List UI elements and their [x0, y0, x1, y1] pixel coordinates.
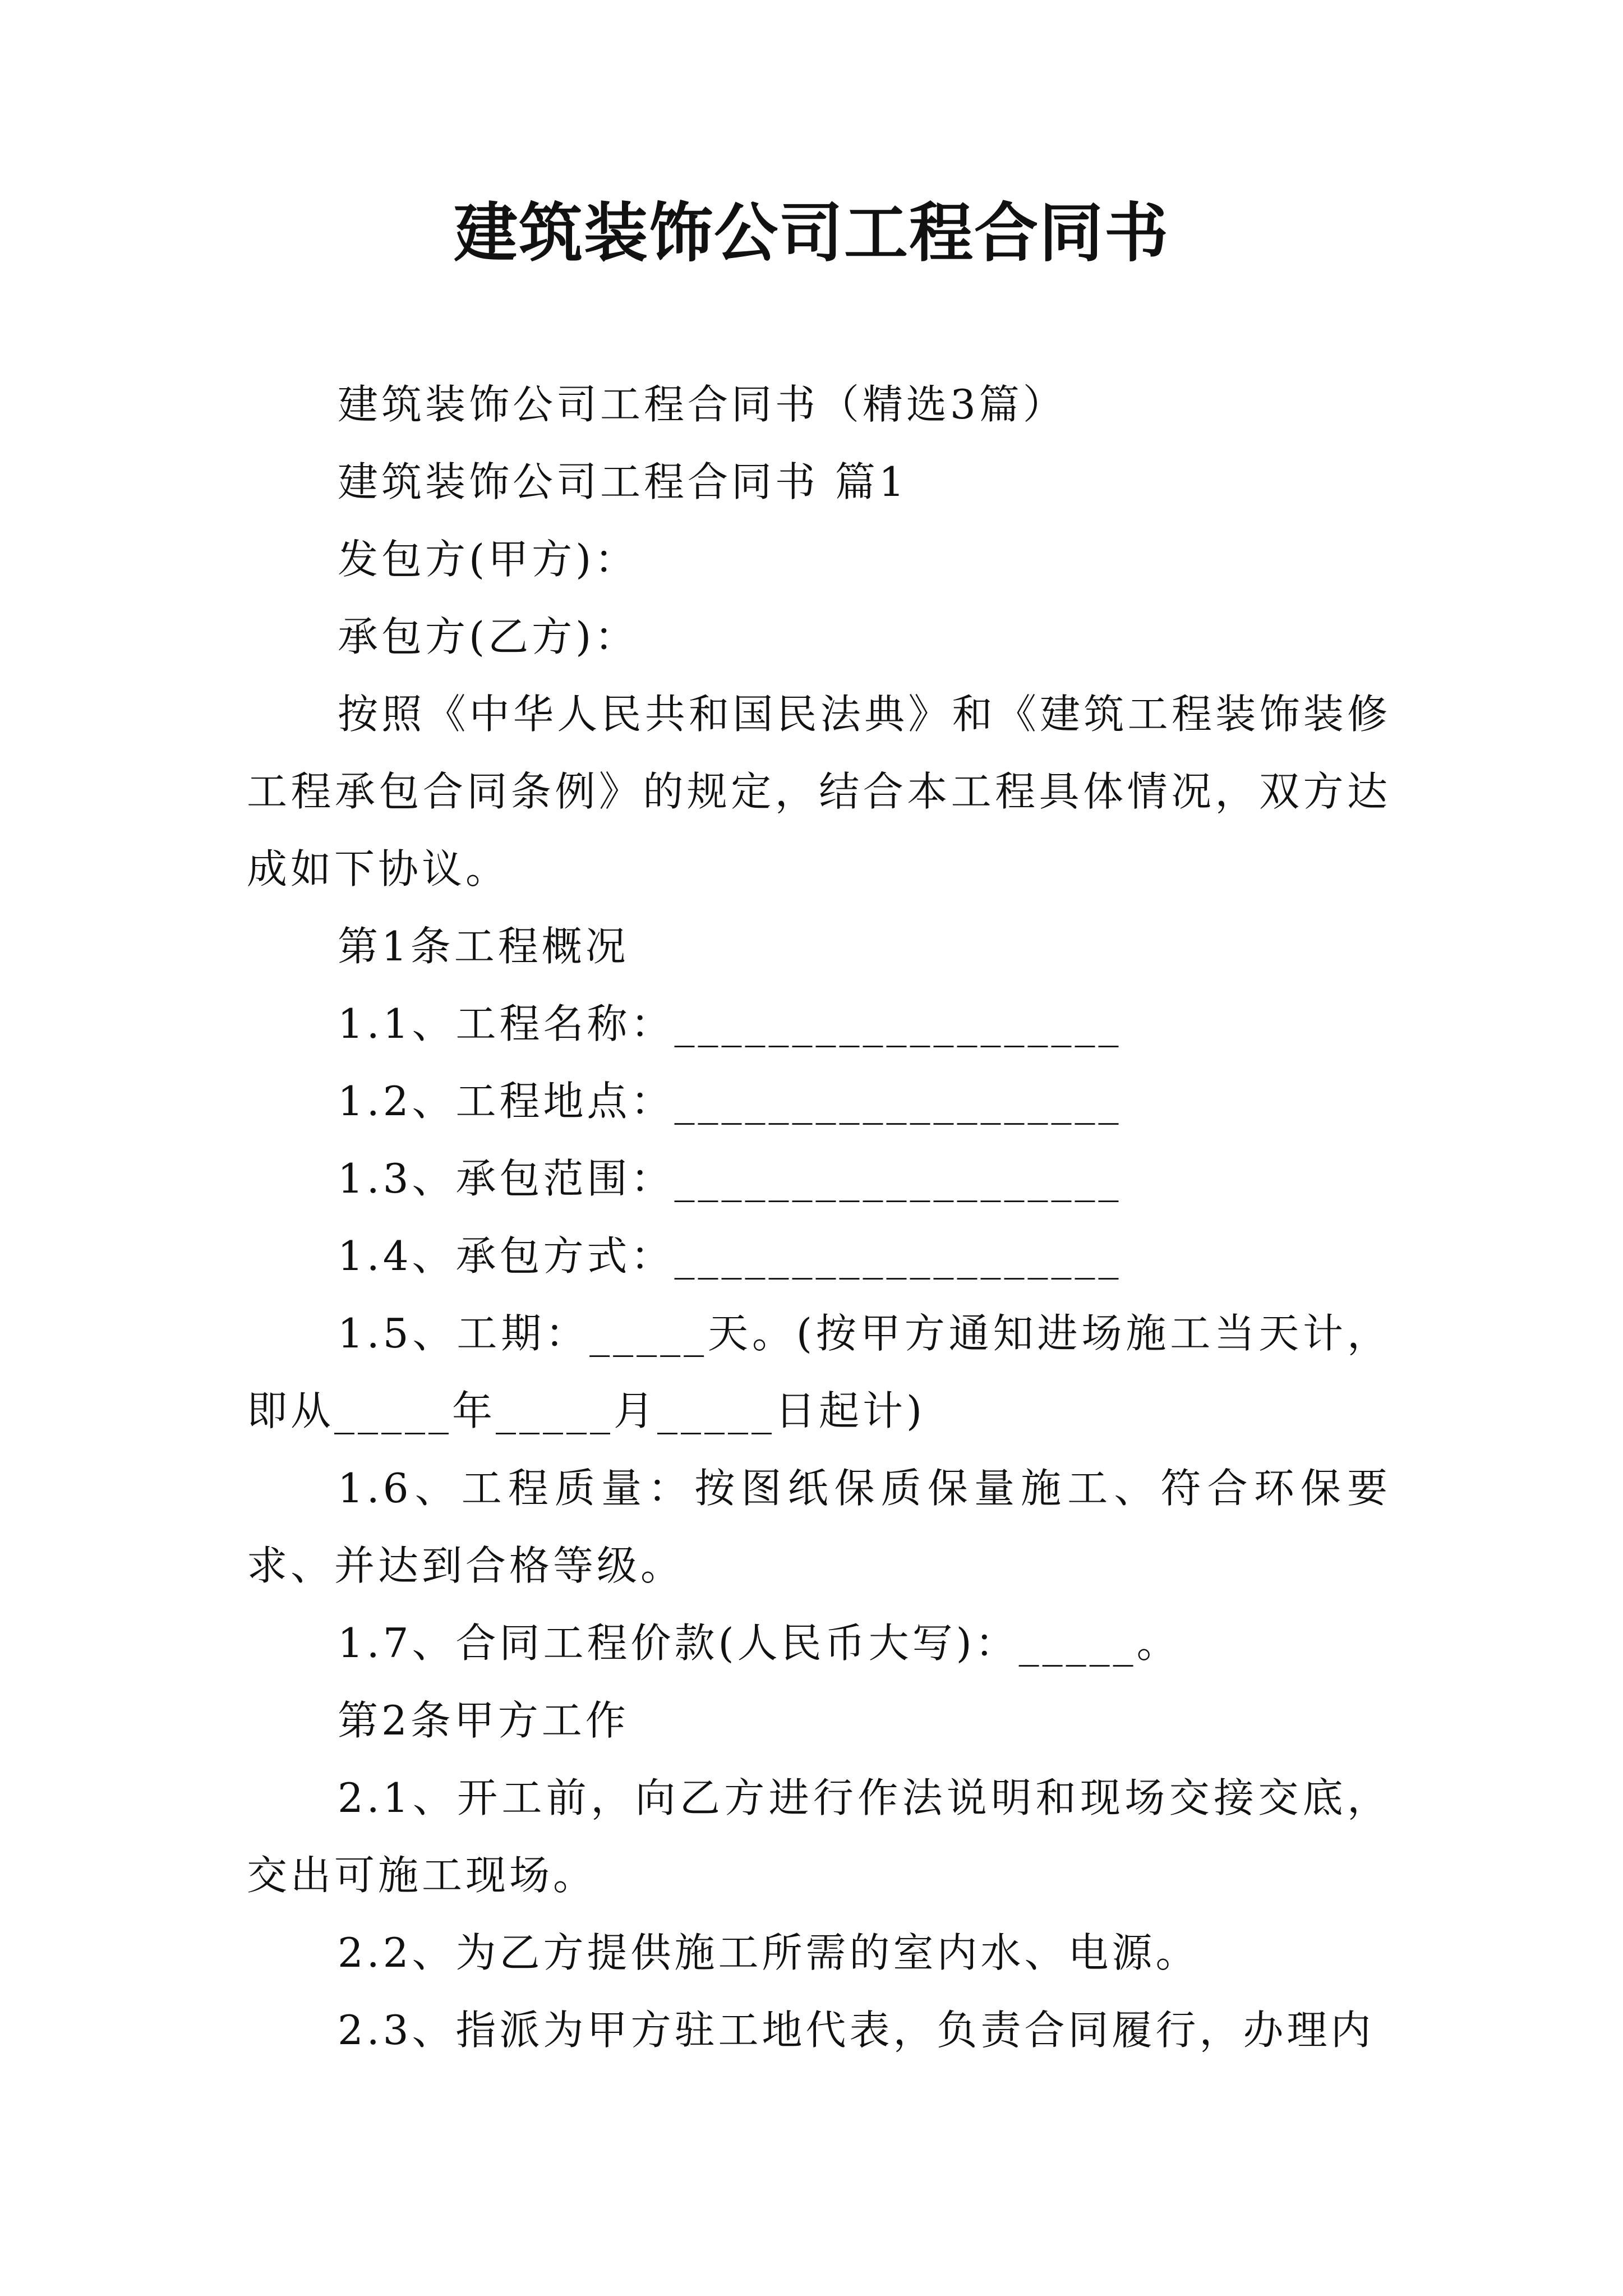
paragraph-duration: 1.5、工期：_____天。(按甲方通知进场施工当天计，即从_____年_____月_____日起计) — [247, 1310, 1391, 1434]
paragraph-project-location: 1.2、工程地点：___________________ — [338, 1078, 1122, 1125]
paragraph-party-b: 承包方(乙方)： — [338, 613, 639, 660]
paragraph-section-heading: 建筑装饰公司工程合同书 篇1 — [338, 458, 908, 505]
paragraph-party-a: 发包方(甲方)： — [338, 536, 639, 583]
paragraph-article-1: 第1条工程概况 — [338, 923, 629, 970]
paragraph-representative: 2.3、指派为甲方驻工地代表，负责合同履行，办理内 — [338, 2007, 1375, 2054]
paragraph-utilities: 2.2、为乙方提供施工所需的室内水、电源。 — [338, 1929, 1200, 1976]
paragraph-quality: 1.6、工程质量：按图纸保质保量施工、符合环保要求、并达到合格等级。 — [247, 1465, 1391, 1589]
paragraph-project-name: 1.1、工程名称：___________________ — [338, 1000, 1122, 1047]
paragraph-before-start: 2.1、开工前，向乙方进行作法说明和现场交接交底，交出可施工现场。 — [247, 1774, 1391, 1899]
paragraph-contract-scope: 1.3、承包范围：___________________ — [338, 1155, 1122, 1202]
paragraph-article-2: 第2条甲方工作 — [338, 1697, 629, 1744]
document-title: 建筑装饰公司工程合同书 — [453, 195, 1169, 270]
document-body — [247, 366, 1391, 2069]
paragraph-preamble: 按照《中华人民共和国民法典》和《建筑工程装饰装修工程承包合同条例》的规定，结合本工程具体情况，双方达成如下协议。 — [247, 691, 1391, 892]
paragraph-subtitle: 建筑装饰公司工程合同书（精选3篇） — [338, 381, 1067, 428]
paragraph-contract-method: 1.4、承包方式：___________________ — [338, 1232, 1122, 1280]
paragraph-price: 1.7、合同工程价款(人民币大写)：_____。 — [338, 1619, 1181, 1667]
